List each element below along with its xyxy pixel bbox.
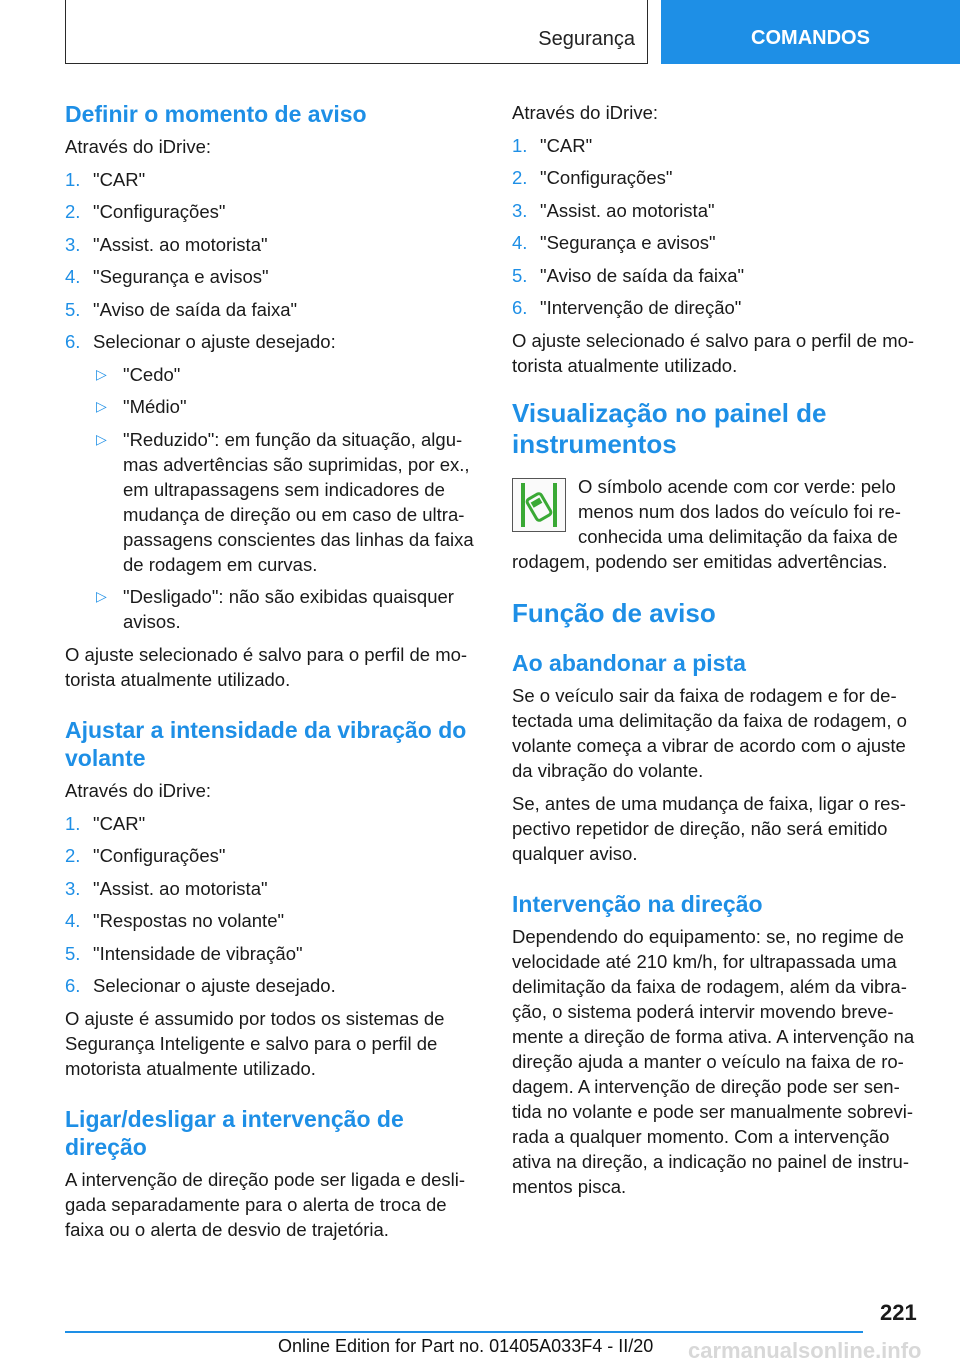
triangle-bullet-icon: ▷ <box>96 430 107 447</box>
option-item: ▷ "Reduzido": em função da situação, algu-mas advertências são suprimidas, por ex., em ultrapassagens sem indicadores de mudança de direção ou em caso de ultra-passagens conscientes das linhas da faixa de rodagem em curvas. <box>96 428 474 575</box>
step-item: 1. "CAR" <box>65 168 146 190</box>
section-heading: Ajustar a intensidade da vibração do volante <box>65 717 467 771</box>
triangle-bullet-icon: ▷ <box>96 365 107 382</box>
option-list <box>65 362 479 635</box>
step-item: 3. "Assist. ao motorista" <box>65 233 268 255</box>
paragraph: O símbolo acende com cor verde: pelo menos num dos lados do veículo foi re-conhecida uma delimitação da faixa de rodagem, podendo ser emitidas advertências. <box>512 476 901 572</box>
paragraph: Através do iDrive: <box>65 780 211 801</box>
paragraph: O ajuste é assumido por todos os sistemas de Segurança Inteligente e salvo para o perfil de motorista atualmente utilizado. <box>65 1008 445 1079</box>
option-item: ▷ "Médio" <box>96 396 187 417</box>
step-item: 4. "Segurança e avisos" <box>512 232 716 253</box>
paragraph: Se o veículo sair da faixa de rodagem e for de-tectada uma delimitação da faixa de rodagem, o volante começa a vibrar de acordo com o ajuste da vibração do volante. <box>512 685 907 781</box>
step-item: 1. "CAR" <box>65 812 146 834</box>
paragraph: A intervenção de direção pode ser ligada e desli-gada separadamente para o alerta de troca de faixa ou o alerta de desvio de trajetória. <box>65 1169 466 1240</box>
edition-label: Online Edition for Part no. 01405A033F4 - II/20 <box>278 1336 654 1356</box>
section-heading: Ligar/desligar a intervenção de direção <box>65 1106 404 1160</box>
chapter-heading: Função de aviso <box>512 598 716 628</box>
step-item: 6. Selecionar o ajuste desejado: <box>65 331 336 352</box>
lane-indicator-icon <box>512 478 566 532</box>
step-item: 6. Selecionar o ajuste desejado. <box>65 975 336 996</box>
step-item: 2. "Configurações" <box>65 845 226 866</box>
right-column <box>512 100 926 1199</box>
step-item: 5. "Aviso de saída da faixa" <box>65 298 298 320</box>
triangle-bullet-icon: ▷ <box>96 588 107 604</box>
paragraph: O ajuste selecionado é salvo para o perfil de mo-torista atualmente utilizado. <box>512 330 915 376</box>
step-item: 4. "Segurança e avisos" <box>65 266 269 287</box>
page-number: 221 <box>880 1300 917 1325</box>
step-item: 3. "Assist. ao motorista" <box>65 877 268 899</box>
section-title: Segurança <box>538 28 635 50</box>
paragraph: Se, antes de uma mudança de faixa, ligar o res-pectivo repetidor de direção, não será emitido qualquer aviso. <box>512 793 906 864</box>
section-heading: Intervenção na direção <box>512 891 763 917</box>
step-item: 2. "Configurações" <box>65 201 226 222</box>
option-item: ▷ "Desligado": não são exibidas quaisquer avisos. <box>96 586 454 632</box>
step-item: 2. "Configurações" <box>512 167 673 188</box>
left-column <box>65 100 479 1242</box>
indicator-block <box>512 474 926 574</box>
paragraph: Dependendo do equipamento: se, no regime de velocidade até 210 km/h, for ultrapassada uma delimitação da faixa de rodagem, além da vibra-ção, o sistema poderá intervir movendo breve-mente a direção de forma ativa. A intervenção na direção ajuda a manter o veículo na faixa de ro-dagem. A intervenção de direção pode ser sen-tida no volante e pode ser manualmente sobrevi-rada a qualquer momento. Com a intervenção ativa na direção, a indicação no painel de instru-mentos pisca. <box>512 926 915 1197</box>
section-heading: Ao abandonar a pista <box>512 650 746 676</box>
step-item: 6. "Intervenção de direção" <box>512 297 742 318</box>
step-item: 5. "Aviso de saída da faixa" <box>512 264 745 286</box>
paragraph: O ajuste selecionado é salvo para o perfil de mo-torista atualmente utilizado. <box>65 644 468 690</box>
step-list <box>65 167 479 355</box>
option-item: ▷ "Cedo" <box>96 363 181 385</box>
section-heading: Definir o momento de aviso <box>65 101 367 127</box>
step-list <box>65 811 479 999</box>
paragraph: Através do iDrive: <box>65 136 211 157</box>
step-item: 3. "Assist. ao motorista" <box>512 199 715 221</box>
chapter-tab[interactable]: COMANDOS <box>661 0 960 64</box>
step-item: 4. "Respostas no volante" <box>65 910 285 931</box>
header-frame <box>65 0 648 64</box>
step-item: 5. "Intensidade de vibração" <box>65 942 303 964</box>
triangle-bullet-icon: ▷ <box>96 398 107 414</box>
chapter-heading: Visualização no painel de instrumentos <box>512 398 827 459</box>
watermark: carmanualsonline.info <box>688 1338 922 1363</box>
step-item: 1. "CAR" <box>512 134 593 156</box>
paragraph: Através do iDrive: <box>512 102 658 123</box>
step-list <box>512 133 926 321</box>
footer-divider <box>65 1331 863 1333</box>
